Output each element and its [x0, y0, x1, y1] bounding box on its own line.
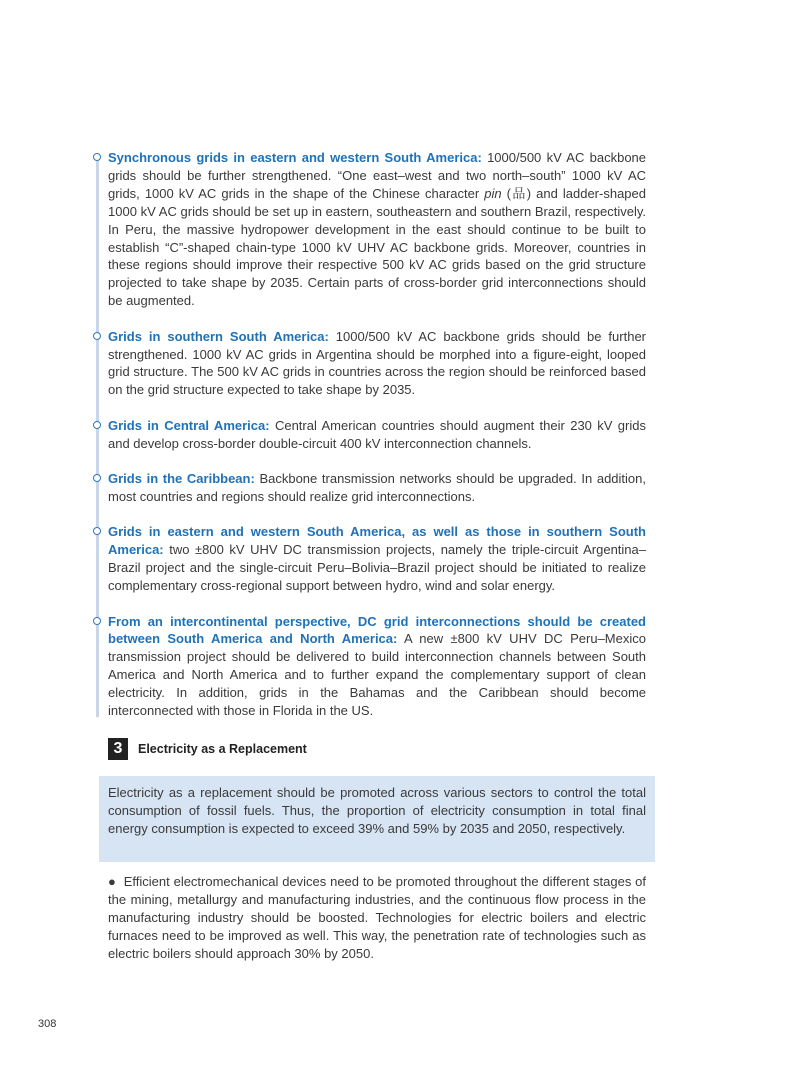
grid-items-list [108, 149, 646, 737]
section-number: 3 [108, 738, 128, 760]
item-body: 1000/500 kV AC backbone grids should be further strengthened. 1000 kV AC grids in Argentina should be morphed into a figure-eight, looped grid structure. The 500 kV AC grids in countries across the region should be reinforced based on the grid structure expected to take shape by 2035. [108, 328, 646, 398]
page-number: 308 [38, 1018, 57, 1030]
item-body: (品) and ladder-shaped 1000 kV AC grids should be set up in eastern, southeastern and southern Brazil, respectively. In Peru, the massive hydropower development in the east should continue to be built to establish “C”-shaped chain-type 1000 kV UHV AC backbone grids. Moreover, countries in these regions should improve their respective 500 kV AC grids based on the grid structure projected to take shape by 2035. Certain parts of cross-border grid interconnections should be augmented. [108, 185, 646, 309]
body-paragraph [108, 873, 646, 963]
item-heading: From an intercontinental perspective, DC grid interconnections should be created between South America and North America: [108, 613, 646, 647]
item-body: 1000/500 kV AC backbone grids should be further strengthened. “One east–west and two north–south” 1000 kV AC grids, 1000 kV AC grids in the shape of the Chinese character [108, 150, 647, 201]
circle-bullet-icon [93, 617, 101, 625]
summary-box [99, 776, 655, 862]
item-body: A new ±800 kV UHV DC Peru–Mexico transmission project should be delivered to build interconnection channels between South America and North America and to further expand the complementary support of clean electricity. In addition, grids in the Bahamas and the Caribbean should become interconnected with those in Florida in the US. [108, 631, 646, 719]
item-body: Backbone transmission networks should be upgraded. In addition, most countries and regions should realize grid interconnections. [108, 471, 646, 504]
item-body: two ±800 kV UHV DC transmission projects, namely the triple-circuit Argentina–Brazil project and the single-circuit Peru–Bolivia–Brazil project should be initiated to realize complementary cross-regional support between hydro, wind and solar energy. [108, 542, 646, 594]
item-heading: Grids in the Caribbean: [108, 471, 255, 487]
list-item [108, 470, 646, 506]
item-italic: pin [484, 185, 502, 201]
bullet-icon: ● [108, 874, 117, 889]
list-item [108, 149, 646, 310]
list-item [108, 328, 646, 400]
section-title: Electricity as a Replacement [138, 742, 307, 756]
summary-text: Electricity as a replacement should be promoted across various sectors to control the total consumption of fossil fuels. Thus, the proportion of electricity consumption in total final energy consumption is expected to exceed 39% and 59% by 2035 and 2050, respectively. [108, 785, 646, 836]
circle-bullet-icon [93, 527, 101, 535]
section-heading [108, 738, 307, 760]
item-heading: Grids in southern South America: [108, 328, 329, 344]
item-heading: Synchronous grids in eastern and western South America: [108, 150, 482, 165]
paragraph-text: Efficient electromechanical devices need to be promoted throughout the different stages of the mining, metallurgy and manufacturing industries, and the continuous flow process in the manufacturing industry should be boosted. Technologies for electric boilers and electric furnaces need to be improved as well. This way, the penetration rate of technologies such as electric boilers should approach 30% by 2050. [108, 874, 646, 961]
circle-bullet-icon [93, 332, 101, 340]
item-heading: Grids in Central America: [108, 417, 270, 433]
list-item [108, 417, 646, 453]
left-vertical-rule [96, 156, 99, 717]
circle-bullet-icon [93, 474, 101, 482]
circle-bullet-icon [93, 153, 101, 161]
list-item [108, 523, 646, 595]
item-heading: Grids in eastern and western South America, as well as those in southern South America: [108, 524, 646, 558]
circle-bullet-icon [93, 421, 101, 429]
list-item [108, 613, 646, 720]
item-body: Central American countries should augment their 230 kV grids and develop cross-border double-circuit 400 kV interconnection channels. [108, 417, 646, 451]
